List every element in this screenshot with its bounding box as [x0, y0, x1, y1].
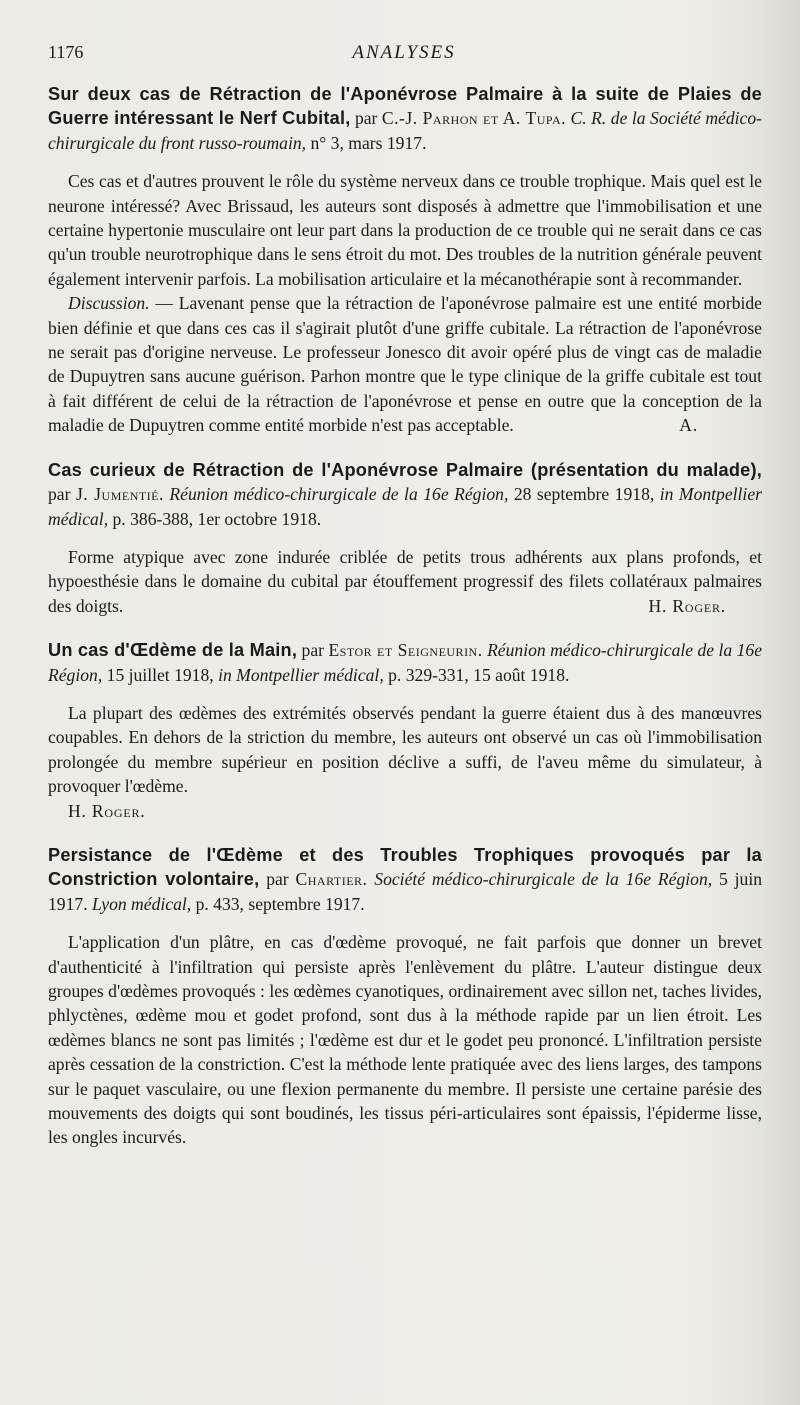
- article-heading: [48, 458, 762, 531]
- page-content: [48, 82, 762, 1170]
- article-details-2: p. 386-388, 1er octobre 1918.: [112, 508, 322, 529]
- article-details-2: p. 329-331, 15 août 1918.: [388, 664, 570, 685]
- article-body: [48, 169, 762, 437]
- article-details: 28 septembre 1918,: [513, 484, 655, 505]
- article-source: C. R. de la Société médico-chirurgicale du front russo-roumain,: [48, 108, 762, 153]
- article-heading: [48, 82, 762, 155]
- page-number: 1176: [48, 42, 84, 62]
- signature-line: [48, 799, 762, 823]
- article-paragraph: L'application d'un plâtre, en cas d'œdème provoqué, ne fait parfois que donner un brevet d'authenticité à l'infiltration qui persiste après l'enlèvement du plâtre. L'auteur distingue deux groupes d'œdèmes provoqués : les œdèmes cyanotiques, ordinairement avec sillon net, taches livides, phlyctènes, œdème mou et godet profond, sont dus à la méthode rapide par un lien étroit. Les œdèmes blancs ne sont pas limités ; l'œdème est dur et le godet peu prononcé. L'infiltration persiste après cessation de la constriction. C'est la méthode lente pratiquée avec des liens larges, des tampons sur le paquet vasculaire, ou une flexion permanente du membre. Il persiste une certaine parésie des mouvements des doigts qui sont boudinés, les tissus péri-articulaires sont épaissis, l'épiderme lisse, les ongles incurvés.: [48, 932, 762, 1148]
- article-authors: Estor et Seigneurin.: [328, 640, 483, 661]
- article-body: [48, 701, 762, 823]
- article-2: [48, 458, 762, 618]
- article-by: par: [301, 640, 325, 661]
- article-signature: A.: [679, 415, 698, 436]
- article-heading: [48, 843, 762, 916]
- article-4: [48, 843, 762, 1150]
- running-title: ANALYSES: [352, 42, 456, 63]
- article-3: [48, 638, 762, 823]
- article-source-2: in Montpellier médical,: [48, 484, 762, 529]
- article-details-2: p. 433, septembre 1917.: [195, 893, 365, 914]
- article-paragraph: Ces cas et d'autres prouvent le rôle du système nerveux dans ce trouble trophique. Mais quel est le neurone intéressé? Avec Brissaud, les auteurs sont disposés à admettre que l'immobilisation et une certaine hypertonie musculaire ont leur part dans la production de ce trouble qui ne serait dans ce cas qu'un trouble neurotrophique dans le sens étroit du mot. Des troubles de la nutrition générale peuvent également intervenir parfois. La mobilisation articulaire et la mécanothérapie sont à recommander.: [48, 171, 762, 289]
- article-signature: H. Roger.: [68, 800, 146, 821]
- article-paragraph: La plupart des œdèmes des extrémités observés pendant la guerre étaient dus à des manœuvres coupables. En dehors de la striction du membre, les auteurs ont observé un cas où l'immobilisation prolongée du membre supérieur en position déclive a suffi, de l'aveu même du simulateur, à provoquer l'œdème.: [48, 702, 762, 797]
- article-source-2: in Montpellier médical,: [218, 664, 384, 685]
- article-source-2: Lyon médical,: [92, 893, 192, 914]
- paragraph-text: Forme atypique avec zone indurée criblée de petits trous adhérents aux plans profonds, et hypoesthésie dans le domaine du cubital par étouffement progressif des filets collatéraux palmaires des doigts.: [48, 546, 762, 616]
- article-by: par: [48, 484, 71, 505]
- page-header: [48, 42, 760, 66]
- article-source: Société médico-chirurgicale de la 16e Région,: [374, 869, 713, 890]
- article-title: Persistance de l'Œdème et des Troubles Trophiques provoqués par la Constriction volontaire,: [48, 844, 762, 890]
- article-authors: C.-J. Parhon et A. Tupa.: [381, 108, 567, 129]
- article-source: Réunion médico-chirurgicale de la 16e Région,: [169, 484, 509, 505]
- article-heading: [48, 638, 762, 687]
- article-details: 15 juillet 1918,: [106, 664, 214, 685]
- article-by: par: [266, 869, 289, 890]
- article-1: [48, 82, 762, 438]
- article-body: [48, 930, 762, 1150]
- article-authors: J. Jumentié.: [75, 484, 164, 505]
- discussion-text: — Lavenant pense que la rétraction de l'aponévrose palmaire est une entité morbide bien définie et que dans ces cas il s'agirait plutôt d'une griffe cubitale. La rétraction de l'aponévrose ne serait pas d'origine nerveuse. Le professeur Jonesco dit avoir opéré plus de vingt cas de maladie de Dupuytren sans aucune guérison. Parhon montre que le type clinique de la griffe cubitale est tout à fait différent de celui de la rétraction de l'aponévrose et pense en outre que la conception de la maladie de Dupuytren comme entité morbide n'est pas acceptable.: [48, 293, 762, 436]
- article-title: Un cas d'Œdème de la Main,: [48, 640, 298, 661]
- article-authors: Chartier.: [295, 869, 368, 890]
- article-details: 5 juin 1917.: [48, 869, 763, 914]
- article-details: n° 3, mars 1917.: [310, 132, 427, 153]
- article-title: Cas curieux de Rétraction de l'Aponévrose Palmaire (présentation du malade),: [48, 459, 762, 480]
- article-title: Sur deux cas de Rétraction de l'Aponévrose Palmaire à la suite de Plaies de Guerre intéressant le Nerf Cubital,: [48, 84, 762, 129]
- article-body: [48, 545, 762, 618]
- article-source: Réunion médico-chirurgicale de la 16e Région,: [48, 640, 763, 685]
- article-signature: H. Roger.: [648, 595, 726, 616]
- article-paragraph: [48, 545, 762, 618]
- article-by: par: [354, 108, 378, 129]
- discussion-paragraph: [48, 291, 762, 437]
- discussion-label: Discussion.: [68, 293, 150, 314]
